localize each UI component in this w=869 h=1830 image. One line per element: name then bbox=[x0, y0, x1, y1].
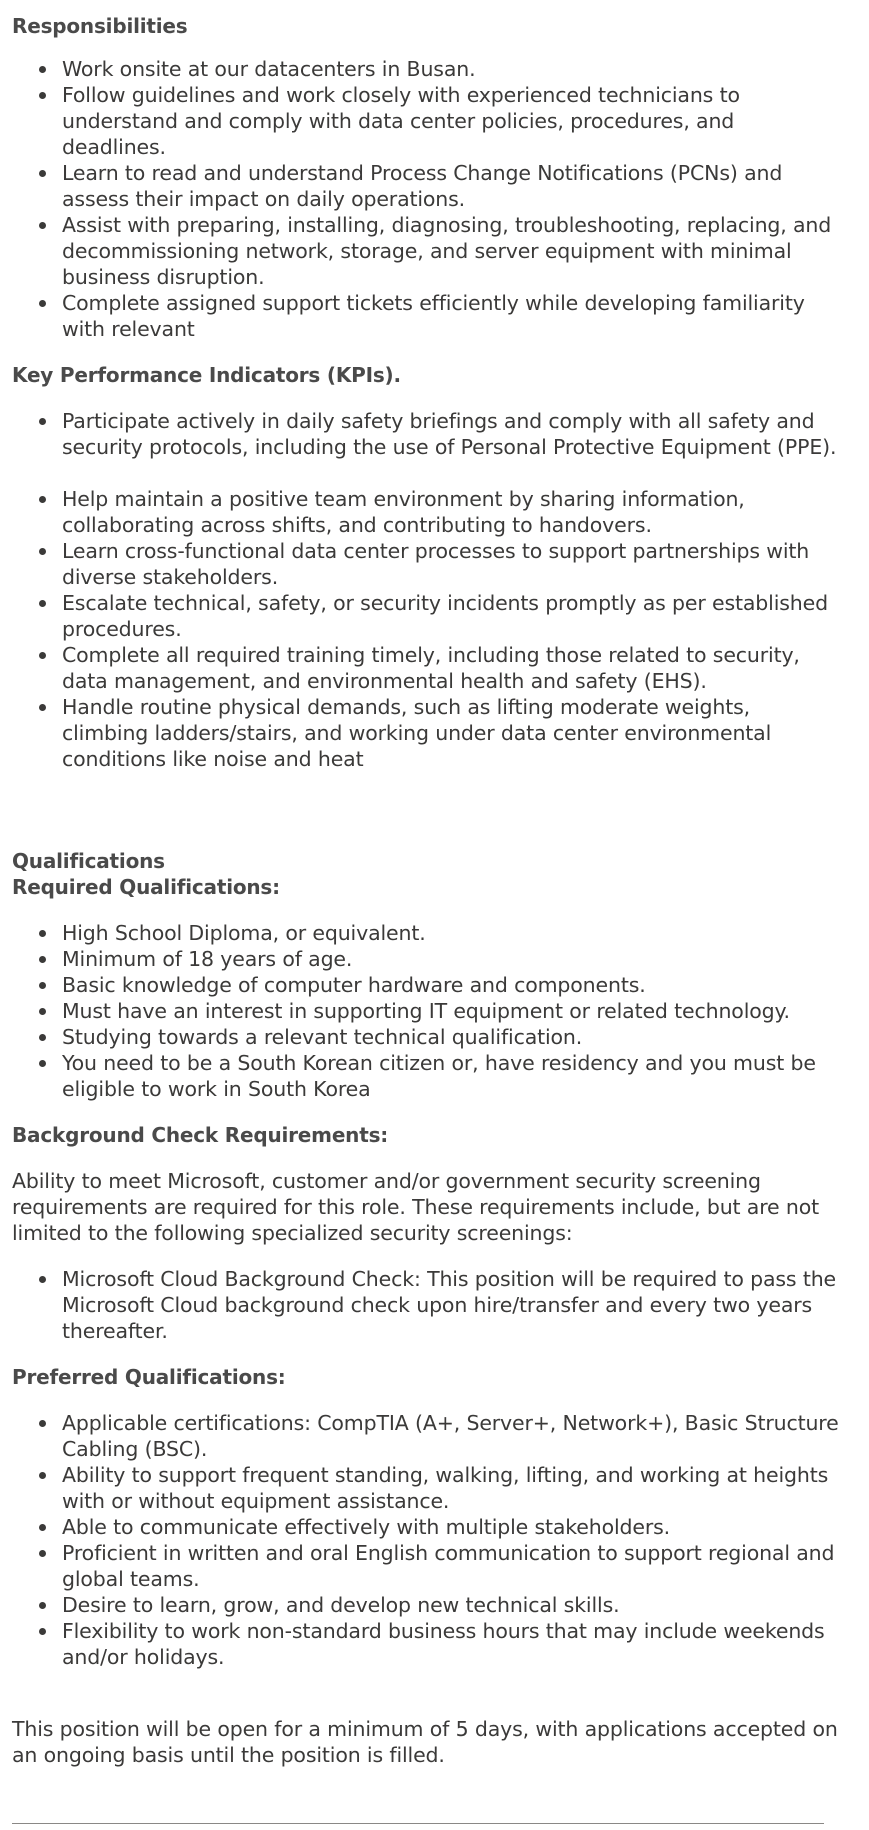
list-item: You need to be a South Korean citizen or, have residency and you must be eligible to work in South Korea bbox=[62, 1050, 842, 1102]
background-check-heading: Background Check Requirements: bbox=[12, 1123, 389, 1147]
list-item: Learn cross-functional data center processes to support partnerships with diverse stakeholders. bbox=[62, 538, 842, 590]
required-qualifications-heading: Required Qualifications: bbox=[12, 875, 280, 899]
divider bbox=[12, 1823, 824, 1824]
list-item: Assist with preparing, installing, diagnosing, troubleshooting, replacing, and decommissioning network, storage, and server equipment with minimal business disruption. bbox=[62, 212, 842, 290]
preferred-qualifications-list bbox=[12, 1410, 842, 1670]
list-item: Escalate technical, safety, or security incidents promptly as per established procedures. bbox=[62, 590, 842, 642]
kpis-list bbox=[12, 408, 842, 772]
background-check-list bbox=[12, 1266, 842, 1344]
list-item: Complete assigned support tickets efficiently while developing familiarity with relevant bbox=[62, 290, 842, 342]
list-item: Work onsite at our datacenters in Busan. bbox=[62, 56, 842, 82]
list-item: Handle routine physical demands, such as lifting moderate weights, climbing ladders/stairs, and working under data center environmental conditions like noise and heat bbox=[62, 694, 842, 772]
list-item: Help maintain a positive team environment by sharing information, collaborating across shifts, and contributing to handovers. bbox=[62, 486, 842, 538]
kpis-heading: Key Performance Indicators (KPIs). bbox=[12, 363, 401, 387]
list-item: Complete all required training timely, including those related to security, data management, and environmental health and safety (EHS). bbox=[62, 642, 842, 694]
qualifications-heading: Qualifications bbox=[12, 849, 165, 873]
list-item: High School Diploma, or equivalent. bbox=[62, 920, 842, 946]
list-item: Must have an interest in supporting IT equipment or related technology. bbox=[62, 998, 842, 1024]
list-item: Participate actively in daily safety briefings and comply with all safety and security protocols, including the use of Personal Protective Equipment (PPE). bbox=[62, 408, 842, 460]
list-item: Ability to support frequent standing, walking, lifting, and working at heights with or without equipment assistance. bbox=[62, 1462, 842, 1514]
list-item: Follow guidelines and work closely with experienced technicians to understand and comply with data center policies, procedures, and deadlines. bbox=[62, 82, 842, 160]
list-item: Studying towards a relevant technical qualification. bbox=[62, 1024, 842, 1050]
list-item: Basic knowledge of computer hardware and components. bbox=[62, 972, 842, 998]
list-item: Desire to learn, grow, and develop new technical skills. bbox=[62, 1592, 842, 1618]
preferred-qualifications-heading: Preferred Qualifications: bbox=[12, 1365, 286, 1389]
list-item: Flexibility to work non-standard business hours that may include weekends and/or holidays. bbox=[62, 1618, 842, 1670]
background-check-intro: Ability to meet Microsoft, customer and/or government security screening requirements are required for this role. These requirements include, but are not limited to the following specialized security screenings: bbox=[12, 1169, 819, 1245]
required-qualifications-list bbox=[12, 920, 842, 1102]
list-item: Learn to read and understand Process Change Notifications (PCNs) and assess their impact on daily operations. bbox=[62, 160, 842, 212]
responsibilities-heading: Responsibilities bbox=[12, 14, 188, 38]
list-item: Proficient in written and oral English communication to support regional and global teams. bbox=[62, 1540, 842, 1592]
closing-statement: This position will be open for a minimum of 5 days, with applications accepted on an ongoing basis until the position is filled. bbox=[12, 1717, 838, 1767]
list-item: Minimum of 18 years of age. bbox=[62, 946, 842, 972]
list-item: Microsoft Cloud Background Check: This position will be required to pass the Microsoft Cloud background check upon hire/transfer and every two years thereafter. bbox=[62, 1266, 842, 1344]
list-item: Applicable certifications: CompTIA (A+, Server+, Network+), Basic Structure Cabling (BSC). bbox=[62, 1410, 842, 1462]
responsibilities-list bbox=[12, 56, 842, 342]
list-item: Able to communicate effectively with multiple stakeholders. bbox=[62, 1514, 842, 1540]
job-description bbox=[12, 0, 842, 1768]
